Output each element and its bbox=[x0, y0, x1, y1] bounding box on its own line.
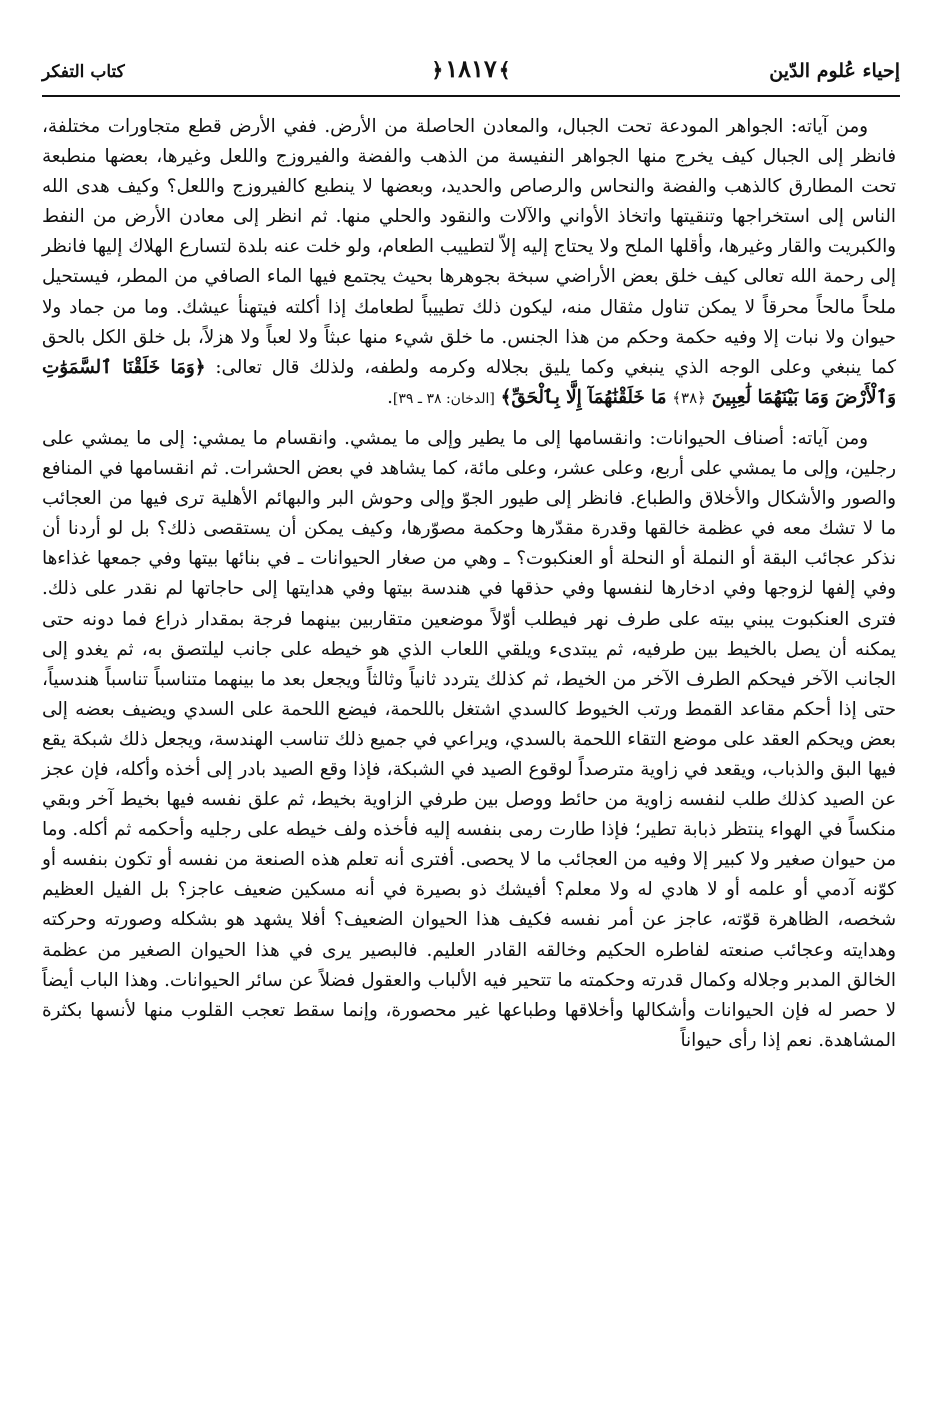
page-number: ١٨١٧ bbox=[445, 54, 497, 83]
paragraph-text: ومن آياته: الجواهر المودعة تحت الجبال، والمعادن الحاصلة من الأرض. ففي الأرض قطع متجاورات مختلفة، فانظر إلى الجبال كيف يخرج منها الجواهر النفيسة من الذهب والفضة والفيروزج واللعل وغيرها، بعضها منطبعة تحت المطارق كالذهب والفضة والنحاس والرصاص والحديد، وبعضها لا ينطبع كالفيروزج واللعل؟ وكيف هدى الله الناس إلى استخراجها وتنقيتها واتخاذ الأواني والآلات والنقود والحلي منها. ثم انظر إلى معادن الأرض من النفط والكبريت والقار وغيرها، وأقلها الملح ولا يحتاج إليه إلاّ لتطييب الطعام، ولو خلت عنه بلدة لتسارع الهلاك إليها فانظر إلى رحمة الله تعالى كيف خلق بعض الأراضي سبخة بجوهرها بحيث يجتمع فيها الماء الصافي من المطر، فيستحيل ملحاً مالحاً محرقاً لا يمكن تناول مثقال منه، ليكون ذلك تطييباً لطعامك إذا أكلته فيتهنأ عيشك. وما من جماد ولا حيوان ولا نبات إلا وفيه حكمة وحكم من هذا الجنس. ما خلق شيء منها عبثاً ولا لعباً ولا هزلاً، بل خلق الكل بالحق كما ينبغي وعلى الوجه الذي ينبغي وكما يليق بجلاله وكرمه ولطفه، ولذلك قال تعالى: bbox=[42, 116, 896, 378]
section-title: كتاب التفكر bbox=[42, 62, 125, 82]
quran-verse-continued: مَا خَلَقْنَٰهُمَآ إِلَّا بِٱلْحَقِّ﴾ bbox=[500, 386, 667, 408]
ornament-bracket-left: ﴿ bbox=[431, 58, 444, 82]
quran-reference: [الدخان: ٣٨ ـ ٣٩] bbox=[392, 390, 495, 407]
main-text bbox=[42, 112, 896, 1056]
ornament-bracket-right: ﴾ bbox=[498, 58, 511, 82]
paragraph-text: ومن آياته: أصناف الحيوانات: وانقسامها إلى ما يطير وإلى ما يمشي. وانقسام ما يمشي: إلى ما يمشي على رجلين، وإلى ما يمشي على أربع، وعلى عشر، وعلى مائة، كما يشاهد في بعض الحشرات. ثم انقسامها في المنافع والصور والأشكال والأخلاق والطباع. فانظر إلى طيور الجوّ وإلى وحوش البر والبهائم الأهلية ترى فيها من العجائب ما لا تشك معه في عظمة خالقها وقدرة مقدّرها وحكمة مصوّرها، وكيف يمكن أن يستقصى ذلك؟ بل لو أردنا أن نذكر عجائب البقة أو النملة أو النحلة أو العنكبوت؟ ـ وهي من صغار الحيوانات ـ في بنائها بيتها وفي جمعها غذاءها وفي إلفها لزوجها وفي ادخارها لنفسها وفي حذقها في هندسة بيتها وفي هدايتها إلى حاجاتها لم نقدر على ذلك. فترى العنكبوت يبني بيته على طرف نهر فيطلب أوّلاً موضعين متقاربين بينهما فرجة بمقدار ذراع فما دونه حتى يمكنه أن يصل بالخيط بين طرفيه، ثم يبتدىء ويلقي اللعاب الذي هو خيطه على جانب ليلتصق به، ثم يغدو إلى الجانب الآخر فيحكم الطرف الآخر من الخيط، ثم كذلك يتردد ثانياً وثالثاً ويجعل بعد ما بينهما متناسباً تناسباً هندسياً، حتى إذا أحكم مقاعد القمط ورتب الخيوط كالسدي اشتغل باللحمة، فيضع اللحمة على السدي ويضيف بعضه إلى بعض ويحكم العقد على موضع التقاء اللحمة بالسدي، ويراعي في جميع ذلك تناسب الهندسة، ويجعل ذلك شبكة يقع فيها البق والذباب، ويقعد في زاوية مترصداً لوقوع الصيد في الشبكة، فإذا وقع الصيد بادر إلى أخذه وأكله، فإن عجز عن الصيد كذلك طلب لنفسه زاوية من حائط ووصل بين طرفي الزاوية بخيط، ثم علق نفسه فيها بخيط آخر وبقي منكساً في الهواء ينتظر ذبابة تطير؛ فإذا طارت رمى بنفسه إليه فأخذه ولف خيطه على رجليه وأحكمه ثم أكله. وما من حيوان صغير ولا كبير إلا وفيه من العجائب ما لا يحصى. أفترى أنه تعلم هذه الصنعة من نفسه أو تكون بنفسه أو كوّنه آدمي أو علمه أو لا هادي له ولا معلم؟ أفيشك ذو بصيرة في أنه مسكين ضعيف عاجز؟ بل الفيل العظيم شخصه، الظاهرة قوّته، عاجز عن أمر نفسه فكيف هذا الحيوان الضعيف؟ أفلا يشهد هو بشكله وصورته وحركته وهدايته وعجائب صنعته لفاطره الحكيم وخالقه القادر العليم. فالبصير يرى في هذا الحيوان الصغير من عظمة الخالق المدبر وجلاله وكمال قدرته وحكمته ما تتحير فيه الألباب والعقول فضلاً عن سائر الحيوانات. وهذا الباب أيضاً لا حصر له فإن الحيوانات وأشكالها وأخلاقها وطباعها غير محصورة، وإنما سقط تعجب القلوب منها لأنسها بكثرة المشاهدة. نعم إذا رأى حيواناً bbox=[42, 427, 896, 1051]
verse-number-mark: ﴿٣٨﴾ bbox=[672, 388, 706, 407]
page-number-block bbox=[430, 54, 513, 83]
book-title: إحياء عُلوم الدّين bbox=[769, 60, 900, 82]
quran-verse: ﴿وَمَا خَلَقْنَا ٱلسَّمَوَٰتِ وَٱلْأَرْضَ وَمَا بَيْنَهُمَا لَٰعِبِينَ bbox=[42, 356, 896, 408]
paragraph-minerals bbox=[42, 112, 896, 414]
paragraph-animals bbox=[42, 424, 896, 1056]
page-header bbox=[42, 52, 900, 92]
header-rule bbox=[42, 95, 900, 97]
sentence-end: . bbox=[387, 386, 393, 408]
